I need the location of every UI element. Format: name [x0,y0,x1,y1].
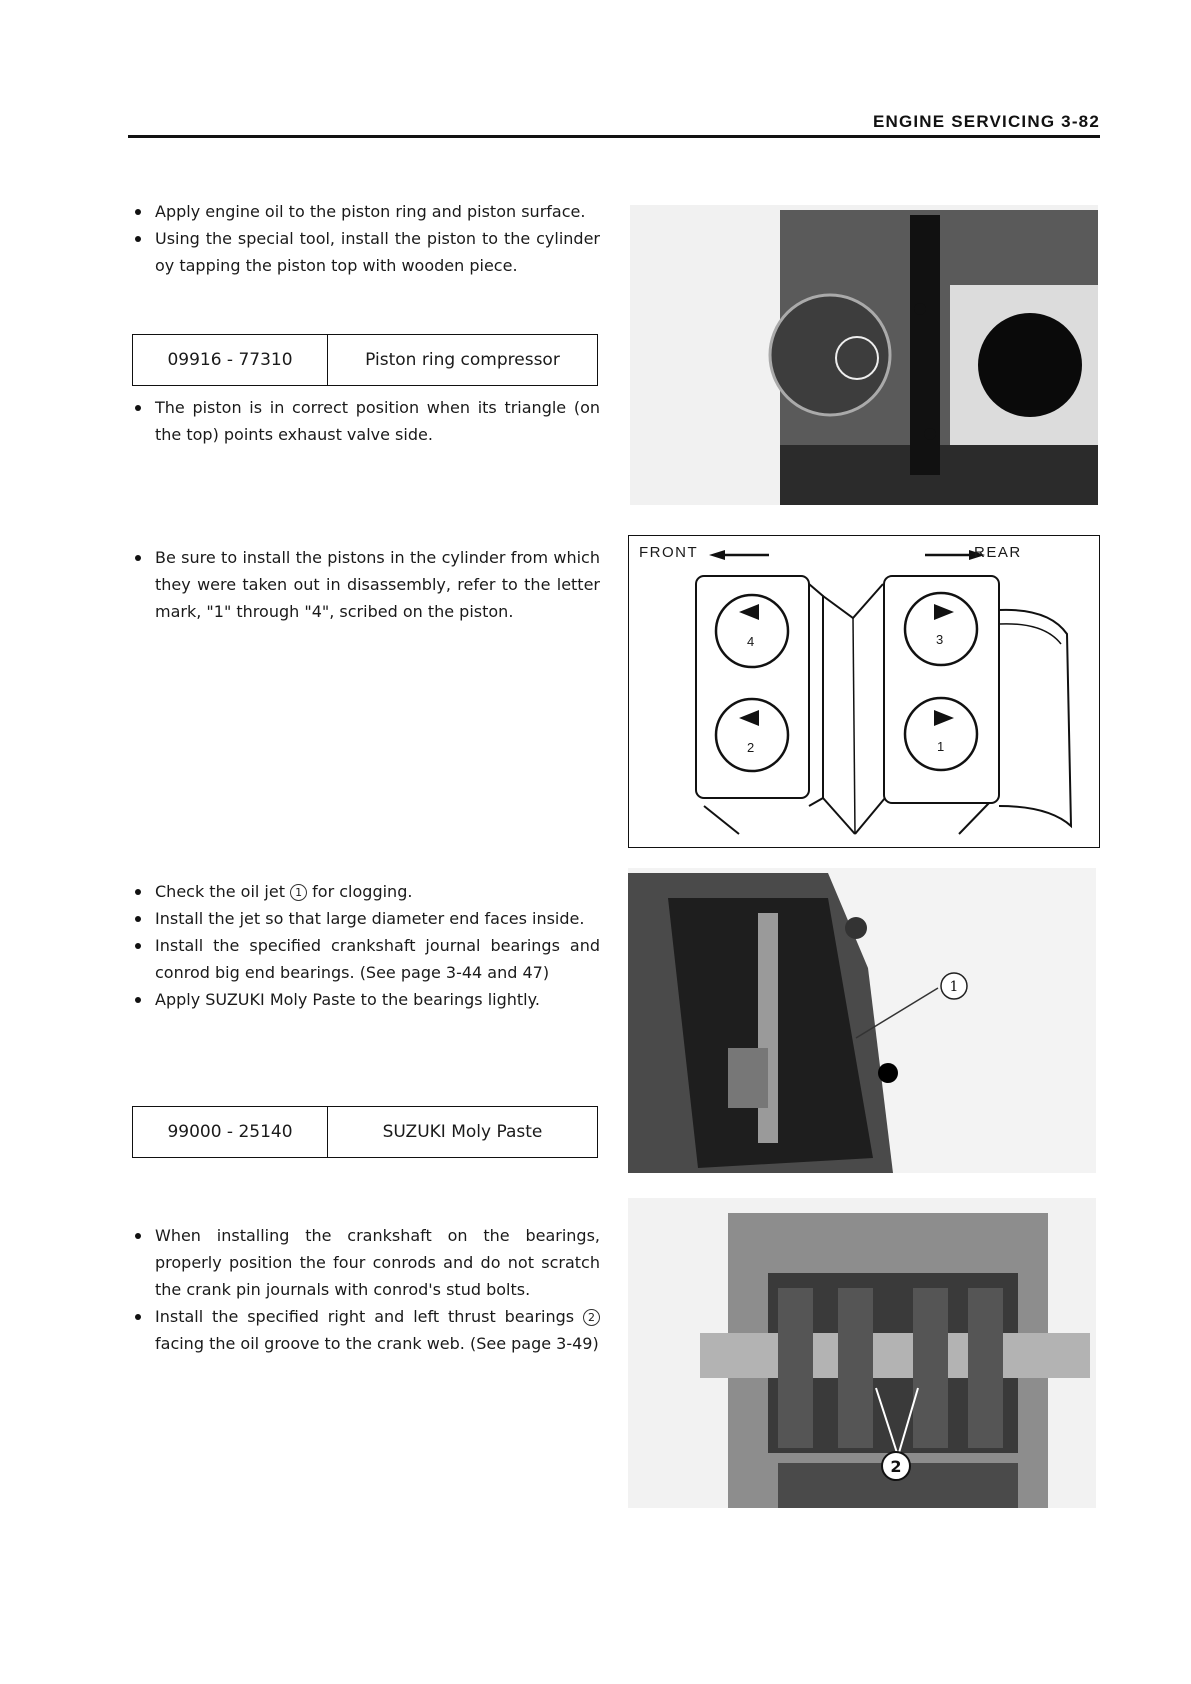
oil-jet-text [130,878,600,1013]
piston-number: 2 [747,740,755,755]
oil-jet-photo [628,868,1096,1173]
piston-3 [905,593,977,665]
piston-4 [716,595,788,667]
list-item: Apply engine oil to the piston ring and piston surface. [130,198,600,225]
callout-label: 2 [890,1457,902,1476]
tool-part-number: 09916 - 77310 [133,335,328,385]
page-header [128,108,1100,138]
crankshaft-photo [628,1198,1096,1508]
piston-orientation-diagram [628,535,1100,848]
front-arrow-icon [709,550,769,560]
list-item: Using the special tool, install the piston to the cylinder oy tapping the piston top with wooden piece. [130,225,600,279]
piston-number: 3 [936,632,944,647]
list-item: Be sure to install the pistons in the cylinder from which they were taken out in disassembly, refer to the letter mark, "1" through "4", scribed on the piston. [130,544,600,625]
page-title: ENGINE SERVICING 3-82 [872,112,1100,131]
list-item: Check the oil jet 1 for clogging. [130,878,600,905]
piston-install-text [130,198,600,279]
piston-2 [716,699,788,771]
material-name: SUZUKI Moly Paste [382,1122,543,1142]
list-item: The piston is in correct position when its triangle (on the top) points exhaust valve side. [130,394,600,448]
cylinder-order-text [130,544,600,625]
piston-number: 4 [747,634,755,649]
list-item: Apply SUZUKI Moly Paste to the bearings lightly. [130,986,600,1013]
piston-install-photo [630,205,1098,505]
list-item: Install the jet so that large diameter end faces inside. [130,905,600,932]
header-rule [128,135,1100,138]
callout-ref: 2 [583,1309,600,1326]
material-table [132,1106,598,1158]
material-part-number: 99000 - 25140 [133,1107,328,1157]
callout-ref: 1 [290,884,307,901]
piston-1 [905,698,977,770]
callout-label: 1 [949,979,959,995]
front-label: FRONT [639,544,699,561]
piston-position-text [130,394,600,448]
list-item: Install the specified crankshaft journal bearings and conrod big end bearings. (See page 3-44 and 47) [130,932,600,986]
piston-number: 1 [937,739,945,754]
special-tool-table [132,334,598,386]
list-item: When installing the crankshaft on the bearings, properly position the four conrods and do not scratch the crank pin journals with conrod's stud bolts. [130,1222,600,1303]
tool-name: Piston ring compressor [365,350,560,370]
crankshaft-text [130,1222,600,1357]
rear-label: REAR [974,544,1022,561]
list-item: Install the specified right and left thrust bearings 2 facing the oil groove to the crank web. (See page 3-49) [130,1303,600,1357]
